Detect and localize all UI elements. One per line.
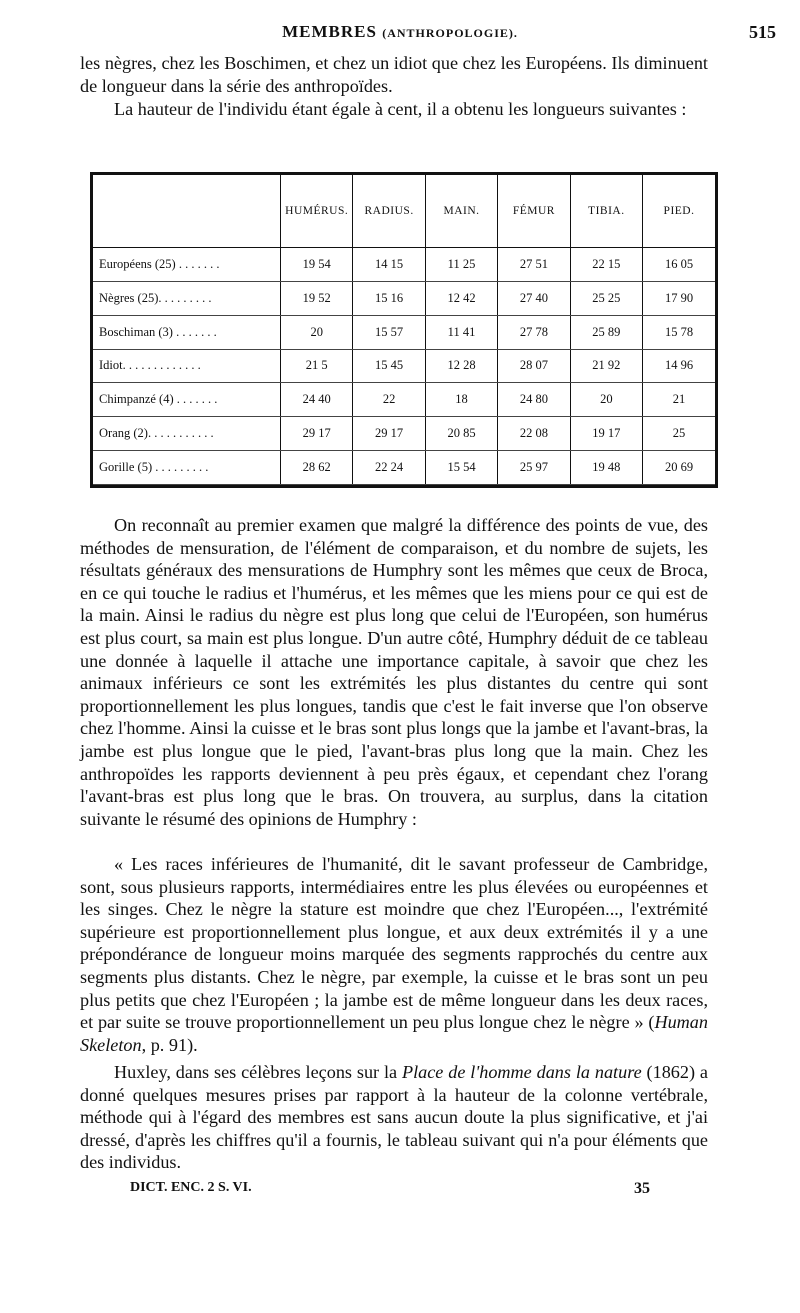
measurements-grid [93, 175, 715, 485]
table-cell: 14 15 [353, 248, 425, 282]
table-cell: 25 89 [570, 315, 642, 349]
page-footer [130, 1180, 650, 1202]
quote-ref-close: , p. 91). [141, 1034, 198, 1055]
table-cell: 24 40 [281, 383, 353, 417]
table-cell: 25 [643, 417, 715, 451]
header-title-text: MEMBRES [282, 22, 377, 41]
table-cell: 28 07 [498, 349, 570, 383]
table-header-row [93, 175, 715, 248]
row-label: Européens (25) . . . . . . . [93, 248, 281, 282]
table-cell: 19 48 [570, 451, 642, 485]
table-row [93, 315, 715, 349]
table-cell: 24 80 [498, 383, 570, 417]
header-subtitle: (ANTHROPOLOGIE). [382, 26, 518, 40]
table-cell: 11 41 [425, 315, 497, 349]
table-cell: 20 [281, 315, 353, 349]
table-cell: 15 54 [425, 451, 497, 485]
quote-text: « Les races inférieures de l'humanité, dit le savant professeur de Cambridge, sont, sous plusieurs rapports, intermédiaires entre les plus élevées ou européennes et les singes. Chez le nègre la stature est moindre que chez l'Européen..., l'extrémité supérieure est proportionnellement plus longue, et aux deux extrémités il y a une prépondérance de longueur moins marquée des segments rapprochés du centre aux segments plus distants. Chez le nègre, par exemple, la cuisse et le bras sont un peu plus petits que chez l'Européen ; la jambe est de même longueur dans les deux races, et par suite se trouve proportionnellement un peu plus longue chez le nègre » [80, 854, 708, 1033]
intro-paragraph: les nègres, chez les Boschimen, et chez un idiot que chez les Européens. Ils diminuent de longueur dans la série des anthropoïdes. [80, 53, 708, 96]
column-header: HUMÉRUS. [281, 175, 353, 248]
table-cell: 17 90 [643, 281, 715, 315]
table-row [93, 383, 715, 417]
table-cell: 22 [353, 383, 425, 417]
row-label: Chimpanzé (4) . . . . . . . [93, 383, 281, 417]
table-cell: 12 28 [425, 349, 497, 383]
footer-signature: DICT. ENC. 2 S. VI. [130, 1180, 252, 1195]
huxley-text-b: (1862) a donné quelques mesures prises par rapport à la hauteur de la colonne vertébrale, méthode qui à l'égard des membres est sans aucun doute la plus significative, et j'ai dressé, d'après les chiffres qu'il a fournis, le tableau suivant qui n'a pour éléments que des individus. [80, 1062, 708, 1173]
table-cell: 27 51 [498, 248, 570, 282]
table-cell: 22 24 [353, 451, 425, 485]
column-header: MAIN. [425, 175, 497, 248]
table-cell: 21 5 [281, 349, 353, 383]
quote-ref-title: Human Skeleton [80, 1012, 708, 1055]
body-paragraph-quote [80, 853, 708, 1056]
table-cell: 16 05 [643, 248, 715, 282]
table-cell: 20 [570, 383, 642, 417]
row-label: Boschiman (3) . . . . . . . [93, 315, 281, 349]
table-cell: 12 42 [425, 281, 497, 315]
table-cell: 27 40 [498, 281, 570, 315]
column-header: PIED. [643, 175, 715, 248]
table-cell: 21 92 [570, 349, 642, 383]
table-cell: 22 08 [498, 417, 570, 451]
huxley-text-a: Huxley, dans ses célèbres leçons sur la [114, 1062, 402, 1082]
table-cell: 15 78 [643, 315, 715, 349]
table-row [93, 349, 715, 383]
header-title [0, 22, 800, 42]
row-label: Orang (2). . . . . . . . . . . [93, 417, 281, 451]
row-label: Gorille (5) . . . . . . . . . [93, 451, 281, 485]
table-cell: 15 57 [353, 315, 425, 349]
table-cell: 22 15 [570, 248, 642, 282]
table-row [93, 451, 715, 485]
table-row [93, 281, 715, 315]
measurements-table [90, 172, 718, 488]
table-cell: 20 85 [425, 417, 497, 451]
table-cell: 28 62 [281, 451, 353, 485]
body-paragraph-analysis: On reconnaît au premier examen que malgré la différence des points de vue, des méthodes de mensuration, de l'élément de comparaison, et du nombre de sujets, les résultats généraux des mensurations de Humphry sont les mêmes que ceux de Broca, en ce qui touche le radius et l'humérus, et les mêmes que les miens pour ce qui est de la main. Ainsi le radius du nègre est plus long que celui de l'Européen, son humérus est plus court, sa main est plus longue. D'un autre côté, Humphry déduit de ce tableau une donnée à laquelle il attache une importance capitale, à savoir que chez les animaux inférieurs ce sont les extrémités les plus distantes du centre qui sont proportionnellement les plus longues, tandis que c'est le fait inverse que l'on observe chez l'homme. Ainsi la cuisse et le bras sont plus longs que la jambe et l'avant-bras, la jambe est plus longue que le pied, l'avant-bras plus long que la main. Chez les anthropoïdes les rapports deviennent à peu près égaux, et cependant chez l'orang l'avant-bras est plus long que le bras. On trouvera, au surplus, dans la citation suivante le résumé des opinions de Humphry : [80, 515, 708, 829]
footer-sheet-number: 35 [634, 1180, 650, 1197]
intro-paragraph-2: La hauteur de l'individu étant égale à cent, il a obtenu les longueurs suivantes : [114, 99, 687, 119]
table-cell: 25 25 [570, 281, 642, 315]
running-header [0, 22, 800, 46]
table-cell: 29 17 [353, 417, 425, 451]
column-header: FÉMUR [498, 175, 570, 248]
page-number: 515 [749, 22, 776, 42]
quote-ref-open: ( [643, 1012, 655, 1033]
table-corner [93, 175, 281, 248]
column-header: TIBIA. [570, 175, 642, 248]
table-row [93, 417, 715, 451]
table-cell: 19 54 [281, 248, 353, 282]
table-cell: 14 96 [643, 349, 715, 383]
row-label: Nègres (25). . . . . . . . . [93, 281, 281, 315]
body-paragraph-huxley [80, 1061, 708, 1174]
table-row [93, 248, 715, 282]
table-cell: 19 52 [281, 281, 353, 315]
table-cell: 25 97 [498, 451, 570, 485]
row-label: Idiot. . . . . . . . . . . . . [93, 349, 281, 383]
table-cell: 18 [425, 383, 497, 417]
table-cell: 20 69 [643, 451, 715, 485]
table-cell: 29 17 [281, 417, 353, 451]
column-header: RADIUS. [353, 175, 425, 248]
table-cell: 21 [643, 383, 715, 417]
huxley-book-title: Place de l'homme dans la nature [401, 1062, 642, 1082]
table-cell: 15 45 [353, 349, 425, 383]
table-cell: 27 78 [498, 315, 570, 349]
table-cell: 15 16 [353, 281, 425, 315]
table-cell: 19 17 [570, 417, 642, 451]
table-cell: 11 25 [425, 248, 497, 282]
